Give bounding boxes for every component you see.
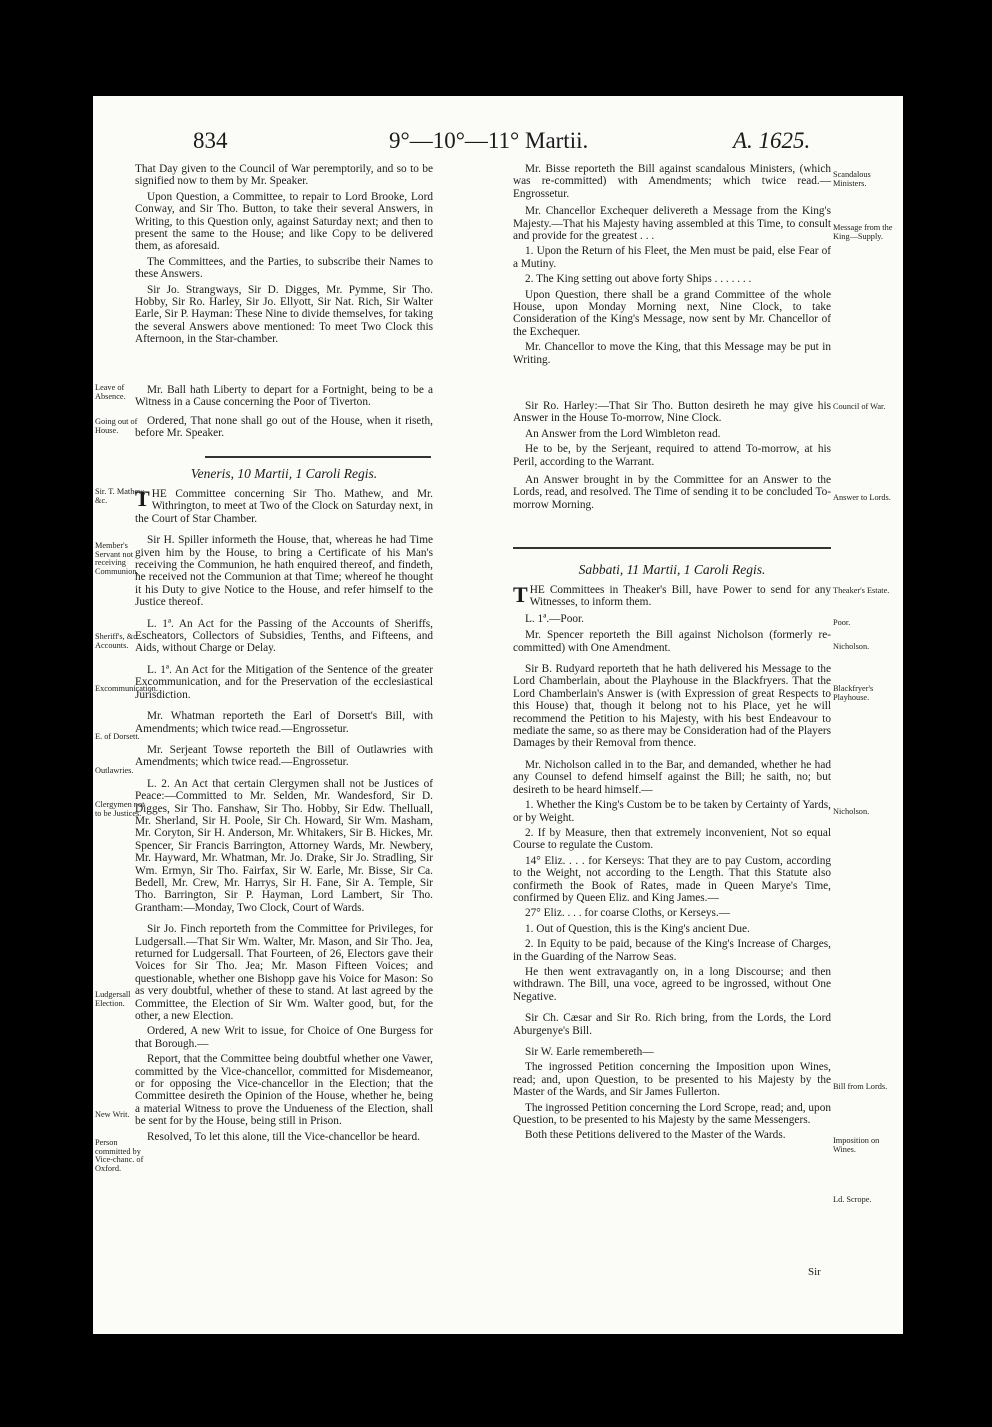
- section-rule: [205, 456, 431, 458]
- paragraph: L. 1ª. An Act for the Mitigation of the Sentence of the greater Excommunication, and for the Preservation of the ecclesiastical Jurisdiction.: [135, 663, 433, 701]
- paragraph: Sir Ro. Harley:—That Sir Tho. Button desireth he may give his Answer in the House To-morrow, Nine Clock.: [513, 400, 831, 425]
- margin-note: Leave of Absence.: [95, 383, 126, 401]
- margin-note: New Writ.: [95, 1110, 130, 1119]
- margin-note: Blackfryer's Playhouse.: [833, 684, 874, 702]
- catchword: Sir: [808, 1266, 821, 1278]
- paragraph: L. 1ª. An Act for the Passing of the Accounts of Sheriffs, Escheators, Collectors of Subsidies, Tenths, and Fifteens, and Aids, without Charge or Delay.: [135, 617, 433, 655]
- paragraph: Mr. Chancellor to move the King, that this Message may be put in Writing.: [513, 341, 831, 366]
- paragraph: Ordered, A new Writ to issue, for Choice of One Burgess for that Borough.—: [135, 1025, 433, 1050]
- paragraph: The ingrossed Petition concerning the Imposition upon Wines, read; and, upon Question, to be presented to his Majesty by the Master of the Wards, and Sir James Fullerton.: [513, 1061, 831, 1099]
- paragraph: Mr. Bisse reporteth the Bill against scandalous Ministers, (which was re-committed) with Amendments; which twice read.—Engrossetur.: [513, 163, 831, 200]
- paragraph: The Committees, and the Parties, to subscribe their Names to these Answers.: [135, 255, 433, 281]
- paragraph: Ordered, That none shall go out of the House, when it riseth, before Mr. Speaker.: [135, 414, 433, 440]
- paragraph: L. 1ª.—Poor.: [525, 612, 584, 625]
- margin-note: Clergymen not to be Justices.: [95, 800, 145, 818]
- paragraph: [135, 488, 433, 525]
- margin-note: Council of War.: [833, 402, 886, 411]
- paragraph: 2. If by Measure, then that extremely inconvenient, Not so equal Course to regulate the Custom.: [513, 826, 831, 852]
- section-rule: [513, 547, 831, 549]
- paragraph: 14° Eliz. . . . for Kerseys: That they are to pay Custom, according to the Weight, not according to the Length. That this Statute also confirmeth the Book of Rates, made in Queen Marye's Time, confirmed by Queen Eliz. and King James.—: [513, 854, 831, 904]
- paragraph: Upon Question, a Committee, to repair to Lord Brooke, Lord Conway, and Sir Tho. Button, to take their several Answers, in Writing, to this Question only, against Saturday next; and then to present the same to the House; and like Copy to be delivered them, as aforesaid.: [135, 190, 433, 253]
- paragraph: The ingrossed Petition concerning the Lord Scrope, read; and, upon Question, to be presented to his Majesty by the same Messengers.: [513, 1101, 831, 1127]
- paragraph: He to be, by the Serjeant, required to attend To-morrow, at his Peril, according to the Warrant.: [513, 443, 831, 468]
- paragraph: Mr. Chancellor Exchequer delivereth a Message from the King's Majesty.—That his Majesty having assembled at this Time, to consult and provide for the greatest . . .: [513, 205, 831, 243]
- margin-note: Sir. T. Mathew, &c.: [95, 487, 146, 505]
- paragraph: Report, that the Committee being doubtful whether one Vawer, committed by the Vice-chancellor, committed for Misdemeanor, or for opposing the Vice-chancellor in the Election; that the Committee desireth the Opinion of the House, whether he, being a material Witness to prove the Undueness of the Election, shall be sent for by the House, being still in Prison.: [135, 1053, 433, 1128]
- margin-note: Outlawries.: [95, 766, 134, 775]
- section-heading: Veneris, 10 Martii, 1 Caroli Regis.: [190, 466, 378, 481]
- paragraph: [513, 584, 831, 609]
- margin-note: Theaker's Estate.: [833, 586, 890, 595]
- left-mid-block: [135, 384, 433, 443]
- margin-note: Nicholson.: [833, 807, 870, 816]
- paragraph: An Answer brought in by the Committee for an Answer to the Lords, read, and resolved. The Time of sending it to be concluded To-morrow Morning.: [513, 474, 831, 511]
- paragraph: An Answer from the Lord Wimbleton read.: [525, 427, 721, 440]
- margin-note: Excommunication.: [95, 684, 158, 693]
- paragraph: Sir B. Rudyard reporteth that he hath delivered his Message to the Lord Chamberlain, about the Playhouse in the Blackfryers. That the Lord Chamberlain's Answer is (with Expression of great Respects to this House) that, though it belong not to his Place, yet he will recommend the Petition to his Majesty, with his best Endeavour to mediate the same, so as there may be Consideration had of the Players Damages by their Removal from thence.: [513, 663, 831, 750]
- right-top-block: [513, 163, 831, 369]
- paragraph: Sir Ch. Cæsar and Sir Ro. Rich bring, from the Lords, the Lord Aburgenye's Bill.: [513, 1012, 831, 1037]
- page-number: 834: [193, 128, 228, 153]
- paragraph: That Day given to the Council of War peremptorily, and so to be signified now to them by Mr. Speaker.: [135, 163, 433, 188]
- paragraph: L. 2. An Act that certain Clergymen shall not be Justices of Peace:—Committed to Mr. Selden, Mr. Wandesford, Sir D. Digges, Sir Tho. Fanshaw, Sir Tho. Hobby, Sir Edw. Thelluall, Mr. Sherland, Sir H. Poole, Sir Ch. Howard, Sir Wm. Masham, Mr. Coryton, Sir H. Anderson, Mr. Whitakers, Sir B. Hickes, Mr. Spencer, Sir Francis Barrington, Attorney Wards, Mr. Newbery, Mr. Hayward, Mr. Whatman, Mr. Jo. Drake, Sir Jo. Stradling, Sir Wm. Ermyn, Sir Tho. Fairfax, Sir W. Earle, Mr. Bisse, Sir Ca. Bedell, Mr. Crew, Mr. Harrys, Sir H. Fane, Sir A. Temple, Sir Tho. Barrington, Sir P. Hayman, Lord Lambert, Sir Tho. Grantham:—Monday, Two Clock, Court of Wards.: [135, 777, 433, 914]
- paragraph: He then went extravagantly on, in a long Discourse; and then withdrawn. The Bill, una voce, agreed to be ingrossed, without One Negative.: [513, 965, 831, 1003]
- left-top-block: [135, 163, 433, 349]
- margin-note: Message from the King—Supply.: [833, 223, 893, 241]
- paragraph: 1. Whether the King's Custom be to be taken by Certainty of Yards, or by Weight.: [513, 799, 831, 824]
- paragraph: Sir Jo. Finch reporteth from the Committee for Privileges, for Ludgersall.—That Sir Wm. Walter, Mr. Mason, and Sir Tho. Jea, returned for Ludgersall. That Fourteen, of 26, Electors gave their Voices for Sir Tho. Jea; Mr. Mason Fifteen Voices; and questionable, whether one Bishopp gave his Voice for Mason: So as very doubtful, whether of these to stand. At last agreed by the Committee, the Election of Sir Wm. Walter good, but, for the other, a new Election.: [135, 923, 433, 1023]
- paragraph: 1. Out of Question, this is the King's ancient Due.: [525, 922, 750, 935]
- margin-note: Ld. Scrope.: [833, 1195, 872, 1204]
- paragraph-text: HE Committee concerning Sir Tho. Mathew, and Mr. Withrington, to meet at Two of the Clock on Saturday next, in the Court of Star Chamber.: [135, 488, 433, 525]
- left-body-block: [135, 488, 433, 1146]
- paragraph: Sir W. Earle remembereth—: [525, 1046, 654, 1058]
- running-head-dates: 9°—10°—11° Martii.: [389, 128, 589, 153]
- margin-note: Going out of House.: [95, 417, 138, 435]
- margin-note: Person committed by Vice-chanc. of Oxford.: [95, 1138, 144, 1173]
- paragraph: 1. Upon the Return of his Fleet, the Men must be paid, else Fear of a Mutiny.: [513, 245, 831, 270]
- margin-note: Answer to Lords.: [833, 493, 891, 502]
- paragraph: 2. The King setting out above forty Ships . . . . . . .: [525, 273, 752, 286]
- right-body-block: [513, 584, 831, 1145]
- margin-note: E. of Dorsett.: [95, 732, 140, 741]
- paragraph: Resolved, To let this alone, till the Vice-chancellor be heard.: [147, 1130, 420, 1143]
- margin-note: Sheriff's, &c. Accounts.: [95, 632, 139, 650]
- paragraph: 27° Eliz. . . . for coarse Cloths, or Kerseys.—: [525, 907, 730, 920]
- margin-note: Member's Servant not receiving Communion.: [95, 541, 139, 576]
- paragraph: Mr. Nicholson called in to the Bar, and demanded, whether he had any Counsel to defend himself against the Bill; he saith, no; but desireth to be heard himself.—: [513, 758, 831, 796]
- paragraph: Upon Question, there shall be a grand Committee of the whole House, upon Monday Morning next, Nine Clock, to take Consideration of the King's Message, now sent by Mr. Chancellor of the Exchequer.: [513, 288, 831, 338]
- running-head-year: A. 1625.: [733, 128, 811, 153]
- margin-note: Nicholson.: [833, 642, 870, 651]
- margin-note: Scandalous Ministers.: [833, 170, 871, 188]
- margin-note: Imposition on Wines.: [833, 1136, 880, 1154]
- section-heading: Sabbati, 11 Martii, 1 Caroli Regis.: [578, 562, 766, 577]
- margin-note: Poor.: [833, 618, 851, 627]
- paragraph: 2. In Equity to be paid, because of the King's Increase of Charges, in the Guarding of the Narrow Seas.: [513, 938, 831, 963]
- paragraph: Sir Jo. Strangways, Sir D. Digges, Mr. Pymme, Sir Tho. Hobby, Sir Ro. Harley, Sir Jo. Ellyott, Sir Nat. Rich, Sir Walter Earle, Sir P. Hayman: These Nine to divide themselves, for taking the several Answers above mentioned: To meet Two Clock this Afternoon, in the Star-chamber.: [135, 283, 433, 346]
- right-mid-block: [513, 400, 831, 514]
- margin-note: Ludgersall Election.: [95, 990, 131, 1008]
- paragraph-text: HE Committees in Theaker's Bill, have Power to send for any Witnesses, to inform them.: [529, 584, 831, 609]
- paragraph: Sir H. Spiller informeth the House, that, whereas he had Time given him by the House, to bring a Certificate of his Man's receiving the Communion, he hath enquired thereof, and findeth, he received not the Communion at that Time; whereof he thought it his Duty to give Notice to the House, and refer himself to the Justice thereof.: [135, 534, 433, 609]
- paragraph: Mr. Spencer reporteth the Bill against Nicholson (formerly re-committed) with One Amendment.: [513, 629, 831, 654]
- paragraph: Both these Petitions delivered to the Master of the Wards.: [525, 1129, 786, 1142]
- paragraph: Mr. Ball hath Liberty to depart for a Fortnight, being to be a Witness in a Cause concerning the Poor of Tiverton.: [135, 384, 433, 409]
- drop-cap: T: [513, 582, 528, 607]
- page-sheet: [93, 96, 903, 1334]
- paragraph: Mr. Whatman reporteth the Earl of Dorsett's Bill, with Amendments; which twice read.—Engrossetur.: [135, 710, 433, 735]
- paragraph: Mr. Serjeant Towse reporteth the Bill of Outlawries with Amendments; which twice read.—Engrossetur.: [135, 743, 433, 769]
- margin-note: Bill from Lords.: [833, 1082, 888, 1091]
- drop-cap: T: [135, 486, 150, 511]
